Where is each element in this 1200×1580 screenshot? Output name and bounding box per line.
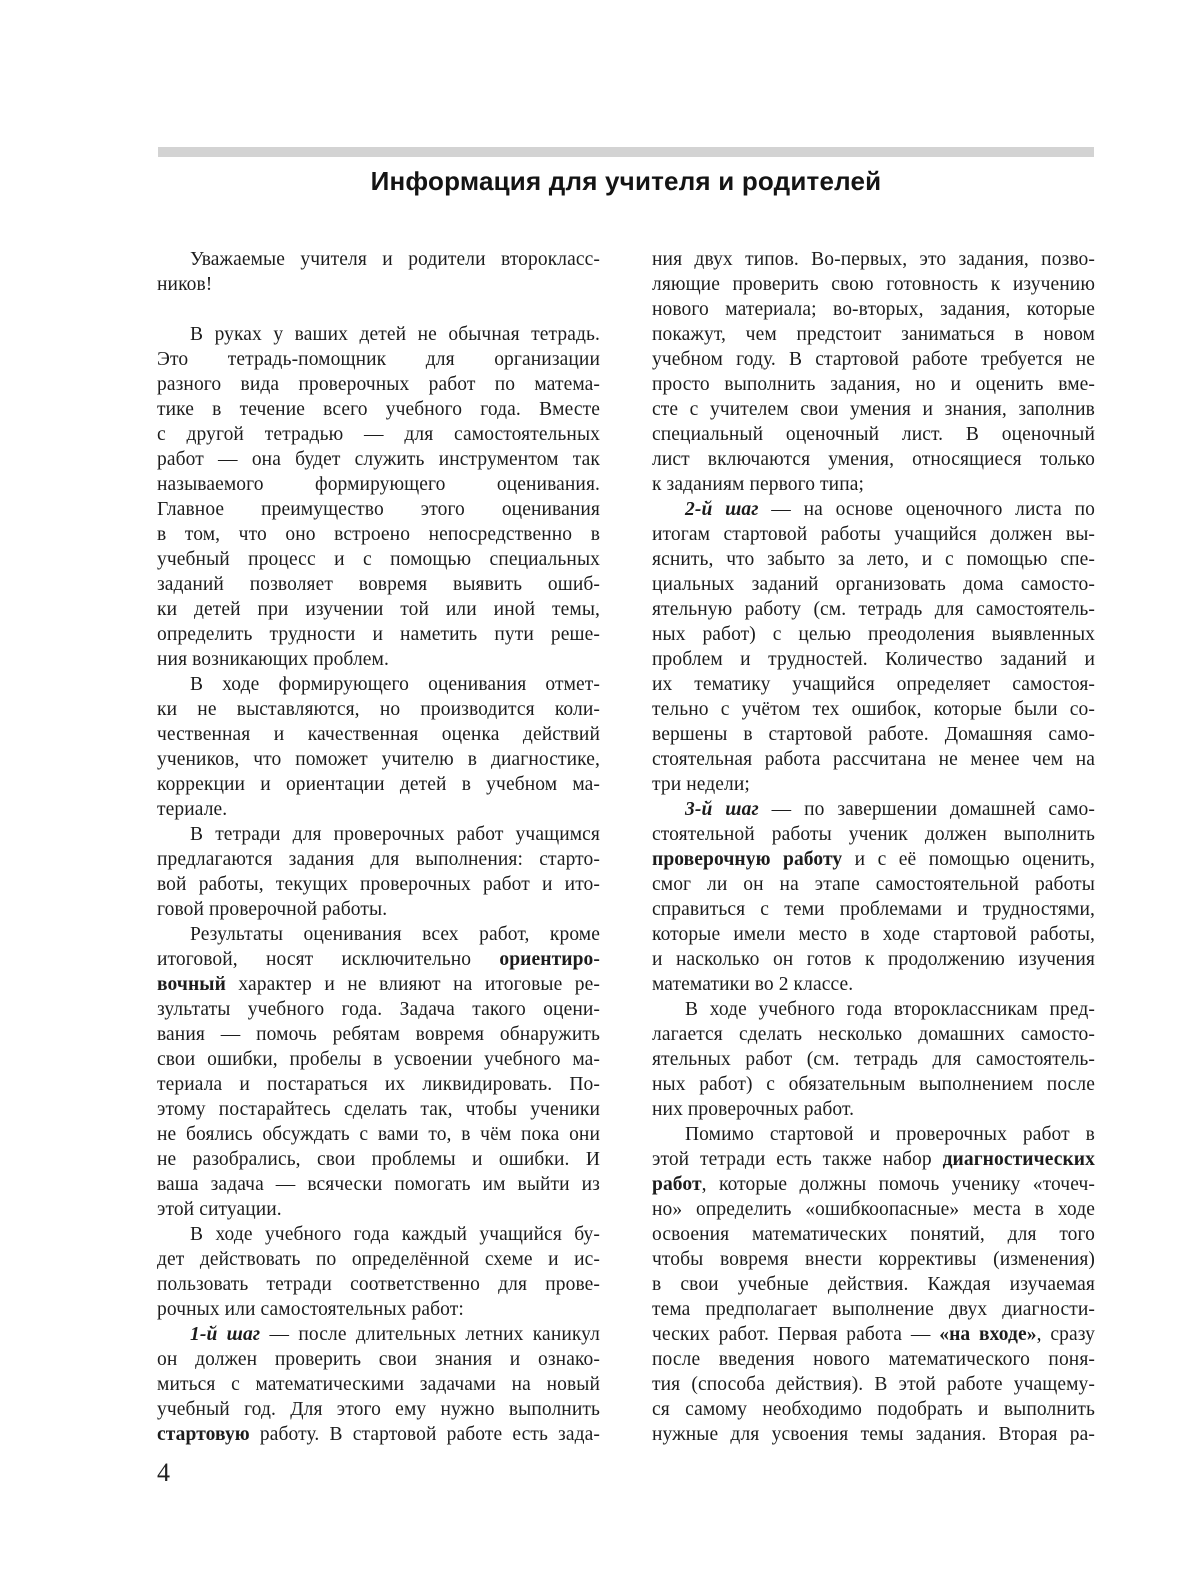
header-rule [158, 147, 1094, 157]
text-line [157, 372, 600, 397]
text-run: ся самому необходимо подобрать и выполнить [652, 1399, 1095, 1420]
text-run: — после длительных летних каникул [260, 1324, 601, 1345]
text-run: циальных заданий организовать дома самосто- [652, 574, 1095, 595]
text-line [652, 1097, 1095, 1122]
text-line [652, 697, 1095, 722]
text-line [652, 522, 1095, 547]
text-line [652, 797, 1095, 822]
text-line [157, 422, 600, 447]
text-line [157, 1197, 600, 1222]
text-run: «на входе» [939, 1324, 1037, 1345]
text-line [652, 1322, 1095, 1347]
text-line [652, 1372, 1095, 1397]
text-line [157, 1072, 600, 1097]
text-run: смог ли он на этапе самостоятельной работы [652, 874, 1095, 895]
text-run: териала и постараться их ликвидировать. По- [157, 1074, 600, 1095]
text-line [157, 322, 600, 347]
text-run: В тетради для проверочных работ учащимся [190, 824, 600, 845]
text-line [652, 622, 1095, 647]
text-line [652, 297, 1095, 322]
text-run: яснить, что забыто за лето, и с помощью спе- [652, 549, 1095, 570]
text-line [157, 722, 600, 747]
text-run: тия (способа действия). В этой работе учащему- [652, 1374, 1095, 1395]
text-run: работу. В стартовой работе есть зада- [249, 1424, 600, 1445]
text-run: , сразу [1036, 1324, 1095, 1345]
text-line [652, 422, 1095, 447]
text-run: В руках у ваших детей не обычная тетрадь. [190, 324, 600, 345]
text-line [652, 747, 1095, 772]
text-run: чественная и качественная оценка действий [157, 724, 600, 745]
text-run: этому постарайтесь сделать так, чтобы ученики [157, 1099, 600, 1120]
text-line [157, 1047, 600, 1072]
text-line [652, 272, 1095, 297]
text-run: проверочную работу [652, 849, 843, 870]
text-line [157, 472, 600, 497]
text-line [157, 1272, 600, 1297]
text-line [652, 347, 1095, 372]
text-line [157, 247, 600, 272]
text-line [157, 1097, 600, 1122]
text-run: этой ситуации. [157, 1199, 282, 1220]
text-line [652, 397, 1095, 422]
paragraph [157, 1222, 600, 1322]
text-run: этой тетради есть также набор [652, 1149, 943, 1170]
text-line [157, 1397, 600, 1422]
text-run: учеников, что поможет учителю в диагностике, [157, 749, 600, 770]
text-line [157, 572, 600, 597]
text-run: ния двух типов. Во-первых, это задания, позво- [652, 249, 1095, 270]
text-run: териале. [157, 799, 228, 820]
text-run: зультаты учебного года. Задача такого оцени- [157, 999, 600, 1020]
text-run: ятельных работ (см. тетрадь для самостоятель- [652, 1049, 1095, 1070]
text-run: коррекции и ориентации детей в учебном ма- [157, 774, 600, 795]
text-run: В ходе формирующего оценивания отмет- [190, 674, 600, 695]
text-line [652, 772, 1095, 797]
text-run: ляющие проверить свою готовность к изучению [652, 274, 1095, 295]
text-line [652, 947, 1095, 972]
text-run: предлагаются задания для выполнения: старто- [157, 849, 600, 870]
text-run: освоения математических понятий, для того [652, 1224, 1095, 1245]
text-run: Это тетрадь-помощник для организации [157, 349, 600, 370]
paragraph [652, 1122, 1095, 1447]
text-line [652, 247, 1095, 272]
text-run: лагается сделать несколько домашних самосто- [652, 1024, 1095, 1045]
text-run: Результаты оценивания всех работ, кроме [190, 924, 600, 945]
paragraph [157, 1322, 600, 1447]
text-line [157, 647, 600, 672]
text-run: учебный процесс и с помощью специальных [157, 549, 600, 570]
text-line [652, 1247, 1095, 1272]
paragraph [157, 922, 600, 1222]
text-run: математики во 2 классе. [652, 974, 854, 995]
text-line [652, 1047, 1095, 1072]
left-column [157, 247, 600, 1447]
text-line [157, 1297, 600, 1322]
text-run: итогам стартовой работы учащийся должен вы- [652, 524, 1095, 545]
text-run: ки детей при изучении той или иной темы, [157, 599, 600, 620]
text-line [652, 447, 1095, 472]
text-line [157, 1222, 600, 1247]
text-run: тике в течение всего учебного года. Вместе [157, 399, 600, 420]
text-line [157, 922, 600, 947]
text-line [652, 922, 1095, 947]
text-line [157, 947, 600, 972]
text-line [157, 1347, 600, 1372]
text-run: — по завершении домашней само- [758, 799, 1096, 820]
text-line [652, 572, 1095, 597]
text-run: вания — помочь ребятам вовремя обнаружить [157, 1024, 600, 1045]
text-run: говой проверочной работы. [157, 899, 388, 920]
text-run: проблем и трудностей. Количество заданий и [652, 649, 1095, 670]
text-run: но» определить «ошибкоопасные» места в ходе [652, 1199, 1095, 1220]
text-line [652, 1122, 1095, 1147]
text-line [157, 797, 600, 822]
text-run: учебном году. В стартовой работе требуется не [652, 349, 1095, 370]
text-run: три недели; [652, 774, 750, 795]
text-line [652, 822, 1095, 847]
text-line [652, 847, 1095, 872]
text-run: просто выполнить задания, но и оценить вме- [652, 374, 1095, 395]
text-line [157, 697, 600, 722]
text-run: учебный год. Для этого ему нужно выполнить [157, 1399, 600, 1420]
paragraph [652, 797, 1095, 997]
text-line [652, 372, 1095, 397]
text-line [652, 872, 1095, 897]
text-run: диагностических [942, 1149, 1095, 1170]
text-line [652, 472, 1095, 497]
text-line [157, 547, 600, 572]
text-run: стартовую [157, 1424, 250, 1445]
text-run: Главное преимущество этого оценивания [157, 499, 600, 520]
text-run: Уважаемые учителя и родители второкласс- [190, 249, 600, 270]
text-run: в том, что оно встроено непосредственно в [157, 524, 600, 545]
paragraph [157, 672, 600, 822]
text-line [652, 972, 1095, 997]
text-line [157, 272, 600, 297]
text-run: работ [652, 1174, 702, 1195]
text-run: их тематику учащийся определяет самостоя- [652, 674, 1095, 695]
text-line [157, 1147, 600, 1172]
paragraph [157, 322, 600, 672]
text-run: В ходе учебного года каждый учащийся бу- [190, 1224, 600, 1245]
text-run: в свои учебные действия. Каждая изучаемая [652, 1274, 1095, 1295]
text-line [652, 1397, 1095, 1422]
text-line [652, 597, 1095, 622]
text-line [652, 1172, 1095, 1197]
text-run: он должен проверить свои знания и ознако- [157, 1349, 600, 1370]
text-line [157, 997, 600, 1022]
text-line [652, 1197, 1095, 1222]
text-run: называемого формирующего оценивания. [157, 474, 600, 495]
text-line [652, 647, 1095, 672]
text-line [157, 872, 600, 897]
text-run: не боялись обсуждать с вами то, в чём пока они [157, 1124, 600, 1145]
paragraph [652, 247, 1095, 497]
text-run: стоятельная работа рассчитана не менее чем на [652, 749, 1095, 770]
text-run: миться с математическими задачами на новый [157, 1374, 600, 1395]
text-run: ваша задача — всячески помогать им выйти из [157, 1174, 600, 1195]
text-columns [157, 247, 1095, 1447]
page-number: 4 [157, 1458, 170, 1487]
text-run: ческих работ. Первая работа — [652, 1324, 940, 1345]
text-run: разного вида проверочных работ по матема- [157, 374, 600, 395]
text-run: ориентиро- [499, 949, 600, 970]
text-run: после введения нового математического поня- [652, 1349, 1095, 1370]
text-run: специальный оценочный лист. В оценочный [652, 424, 1095, 445]
text-run: 3-й шаг [685, 799, 759, 820]
text-run: покажут, чем предстоит заниматься в новом [652, 324, 1095, 345]
paragraph [652, 497, 1095, 797]
text-run: тема предполагает выполнение двух диагности- [652, 1299, 1095, 1320]
text-run: В ходе учебного года второклассникам пред- [685, 999, 1095, 1020]
text-run: ников! [157, 274, 213, 295]
text-line [652, 1422, 1095, 1447]
text-line [157, 597, 600, 622]
text-line [652, 547, 1095, 572]
text-line [652, 1022, 1095, 1047]
text-run: чтобы вовремя внести коррективы (изменения) [652, 1249, 1095, 1270]
text-run: вочный [157, 974, 226, 995]
text-run: вой работы, текущих проверочных работ и ито- [157, 874, 600, 895]
text-run: не разобрались, свои проблемы и ошибки. И [157, 1149, 600, 1170]
text-line [652, 722, 1095, 747]
text-run: вершены в стартовой работе. Домашняя само- [652, 724, 1095, 745]
text-run: нового материала; во-вторых, задания, которые [652, 299, 1095, 320]
text-run: Помимо стартовой и проверочных работ в [685, 1124, 1095, 1145]
text-line [652, 672, 1095, 697]
text-line [157, 347, 600, 372]
text-run: ных работ) с обязательным выполнением после [652, 1074, 1095, 1095]
text-run: нужные для усвоения темы задания. Вторая ра- [652, 1424, 1095, 1445]
text-line [157, 772, 600, 797]
text-line [652, 1347, 1095, 1372]
text-run: лист включаются умения, относящиеся только [652, 449, 1095, 470]
text-run: свои ошибки, пробелы в усвоении учебного ма- [157, 1049, 600, 1070]
text-line [157, 622, 600, 647]
paragraph [157, 822, 600, 922]
text-line [157, 497, 600, 522]
text-run: стоятельной работы ученик должен выполнить [652, 824, 1095, 845]
text-run: итоговой, носят исключительно [157, 949, 500, 970]
text-line [157, 897, 600, 922]
text-line [157, 822, 600, 847]
right-column [652, 247, 1095, 1447]
text-line [157, 1422, 600, 1447]
text-line [157, 1172, 600, 1197]
text-line [652, 997, 1095, 1022]
text-run: и насколько он готов к продолжению изучения [652, 949, 1095, 970]
text-run: определить трудности и наметить пути реше- [157, 624, 600, 645]
text-run: справиться с теми проблемами и трудностями, [652, 899, 1095, 920]
text-run: ния возникающих проблем. [157, 649, 389, 670]
text-line [652, 322, 1095, 347]
text-run: 1-й шаг [190, 1324, 261, 1345]
text-run: ки не выставляются, но производится коли- [157, 699, 600, 720]
text-line [157, 447, 600, 472]
text-line [157, 847, 600, 872]
text-run: тельно с учётом тех ошибок, которые были со- [652, 699, 1095, 720]
text-line [652, 1297, 1095, 1322]
text-line [157, 1122, 600, 1147]
text-line [157, 672, 600, 697]
text-run: , которые должны помочь ученику «точеч- [701, 1174, 1095, 1195]
text-run: к заданиям первого типа; [652, 474, 865, 495]
text-line [157, 972, 600, 997]
text-run: работ — она будет служить инструментом так [157, 449, 600, 470]
text-line [652, 497, 1095, 522]
text-line [157, 397, 600, 422]
text-run: которые имели место в ходе стартовой работы, [652, 924, 1095, 945]
text-run: рочных или самостоятельных работ: [157, 1299, 464, 1320]
text-run: ных работ) с целью преодоления выявленных [652, 624, 1095, 645]
text-line [157, 747, 600, 772]
text-line [157, 1247, 600, 1272]
text-run: них проверочных работ. [652, 1099, 855, 1120]
paragraph [652, 997, 1095, 1122]
paragraph [157, 247, 600, 297]
text-run: пользовать тетради соответственно для прове- [157, 1274, 600, 1295]
text-line [652, 1072, 1095, 1097]
text-run: — на основе оценочного листа по [758, 499, 1095, 520]
text-run: характер и не влияют на итоговые ре- [225, 974, 600, 995]
text-run: ятельную работу (см. тетрадь для самостоятель- [652, 599, 1095, 620]
text-line [157, 1022, 600, 1047]
text-run: и с её помощью оценить, [842, 849, 1095, 870]
text-line [157, 1372, 600, 1397]
text-line [652, 1147, 1095, 1172]
text-line [652, 1272, 1095, 1297]
text-line [157, 522, 600, 547]
text-line [652, 897, 1095, 922]
text-line [652, 1222, 1095, 1247]
text-run: заданий позволяет вовремя выявить ошиб- [157, 574, 600, 595]
text-run: дет действовать по определённой схеме и ис- [157, 1249, 600, 1270]
text-line [157, 1322, 600, 1347]
text-run: сте с учителем свои умения и знания, заполнив [652, 399, 1095, 420]
text-run: с другой тетрадью — для самостоятельных [157, 424, 600, 445]
text-run: 2-й шаг [685, 499, 759, 520]
page-title: Информация для учителя и родителей [370, 166, 882, 196]
